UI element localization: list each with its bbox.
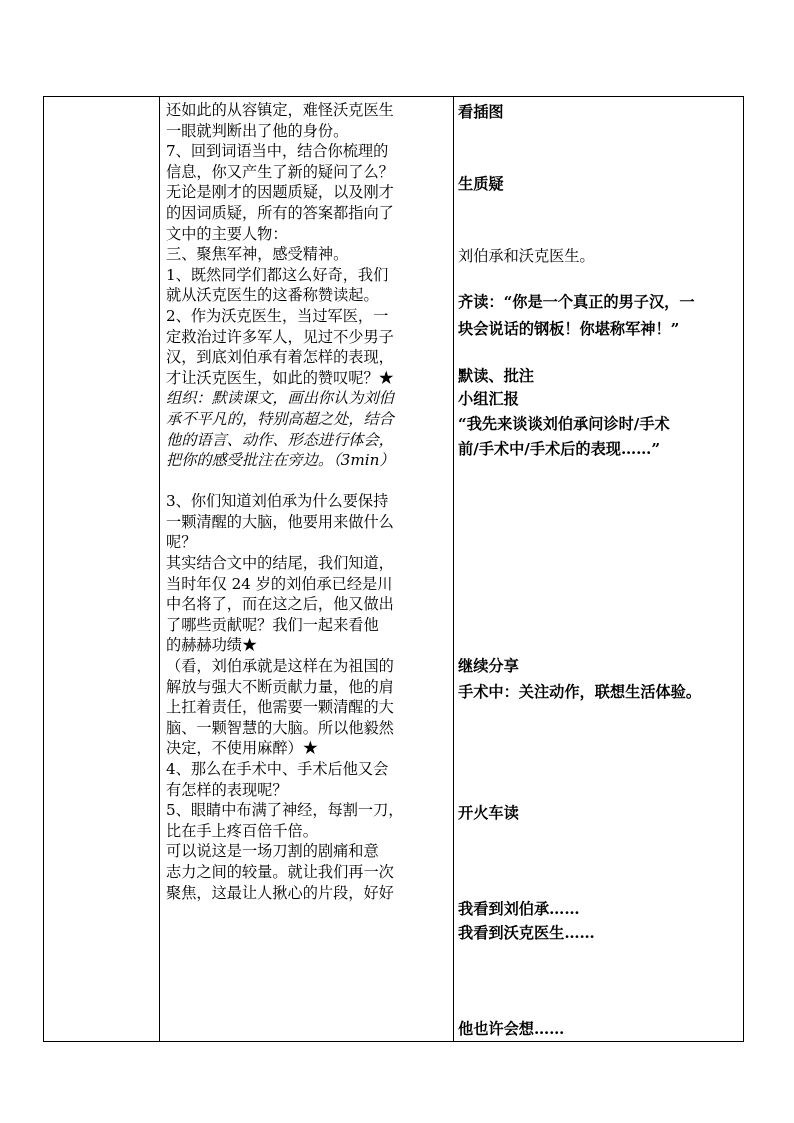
- teacher-text-line: 决定，不使用麻醉）★: [166, 739, 318, 758]
- activity-read-together-2: 块会说话的钢板！你堪称军神！”: [458, 320, 680, 338]
- teacher-text-line: 脑、一颗智慧的大脑。所以他毅然: [166, 718, 394, 737]
- activity-student-question: 生质疑: [458, 175, 504, 193]
- activity-he-might-think: 他也许会想……: [458, 1020, 565, 1038]
- teacher-text-line: 的因词质疑，所有的答案都指向了: [166, 203, 394, 222]
- teacher-text-line: [166, 471, 448, 492]
- teacher-text-line: 4、那么在手术中、手术后他又会: [166, 760, 389, 778]
- teacher-text-line: 才让沃克医生，如此的赞叹呢？★: [166, 368, 394, 387]
- teacher-text-line: 比在手上疼百倍千倍。: [166, 821, 318, 840]
- activity-see-doctor-walker: 我看到沃克医生……: [458, 924, 595, 942]
- teacher-text-line: 中名将了，而在这之后，他又做出: [166, 595, 394, 614]
- activity-share-line-1: “我先来谈谈刘伯承问诊时/手术: [458, 415, 670, 433]
- teacher-text-line: 上扛着责任，他需要一颗清醒的大: [166, 698, 394, 717]
- teacher-activity-column: [166, 100, 448, 903]
- activity-see-liu-bocheng: 我看到刘伯承……: [458, 900, 580, 918]
- teacher-text-line: 承不平凡的，特别高超之处，结合: [166, 409, 394, 428]
- teacher-text-line: 就从沃克医生的这番称赞读起。: [166, 286, 379, 305]
- teacher-text-line: 组织：默读课文，画出你认为刘伯: [166, 389, 394, 408]
- column-divider-left: [159, 97, 160, 1041]
- teacher-text-line: 还如此的从容镇定，难怪沃克医生: [166, 101, 394, 119]
- activity-read-together-1: 齐读：“你是一个真正的男子汉，一: [458, 293, 695, 311]
- activity-silent-reading: 默读、批注: [458, 367, 534, 385]
- teacher-text-line: 把你的感受批注在旁边。（3min）: [166, 451, 395, 470]
- teacher-text-line: 的赫赫功绩★: [166, 636, 258, 655]
- teacher-text-line: 2、作为沃克医生，当过军医，一: [166, 306, 389, 325]
- activity-chain-reading: 开火车读: [458, 804, 519, 822]
- column-divider-right: [453, 97, 454, 1041]
- teacher-text-line: （看，刘伯承就是这样在为祖国的: [166, 657, 394, 676]
- teacher-text-line: 1、既然同学们都这么好奇，我们: [166, 265, 389, 284]
- teacher-text-line: 一颗清醒的大脑，他要用来做什么: [166, 512, 394, 531]
- teacher-text-line: 5、眼睛中布满了神经，每割一刀，: [166, 801, 404, 820]
- teacher-text-line: 当时年仅 24 岁的刘伯承已经是川: [166, 574, 393, 593]
- teacher-text-line: 呢？: [166, 533, 197, 552]
- activity-continue-sharing: 继续分享: [458, 657, 519, 675]
- teacher-text-line: 三、聚焦军神，感受精神。: [166, 245, 349, 264]
- teacher-text-line: 有怎样的表现呢？: [166, 780, 288, 799]
- teacher-text-line: 文中的主要人物：: [166, 224, 288, 243]
- teacher-text-line: 信息，你又产生了新的疑问了么？: [166, 162, 394, 181]
- activity-share-line-2: 前/手术中/手术后的表现……”: [458, 440, 661, 458]
- teacher-text-line: 7、回到词语当中，结合你梳理的: [166, 142, 389, 161]
- teacher-text-line: 他的语言、动作、形态进行体会，: [166, 430, 394, 449]
- teacher-text-line: 志力之间的较量。就让我们再一次: [166, 862, 394, 881]
- teacher-text-line: 汉，到底刘伯承有着怎样的表现，: [166, 348, 394, 367]
- teacher-text-line: 一眼就判断出了他的身份。: [166, 121, 349, 140]
- activity-view-illustration: 看插图: [458, 103, 504, 121]
- teacher-text-line: 了哪些贡献呢？我们一起来看他: [166, 615, 379, 634]
- teacher-text-line: 其实结合文中的结尾，我们知道，: [166, 554, 394, 573]
- teacher-text-line: 可以说这是一场刀割的剧痛和意: [166, 842, 379, 861]
- teacher-text-line: 聚焦，这最让人揪心的片段，好好: [166, 883, 394, 902]
- teacher-text-line: 解放与强大不断贡献力量，他的肩: [166, 677, 394, 696]
- activity-during-surgery: 手术中：关注动作，联想生活体验。: [458, 683, 701, 701]
- teacher-text-line: 无论是刚才的因题质疑，以及刚才: [166, 183, 394, 202]
- activity-group-report: 小组汇报: [458, 390, 519, 408]
- teacher-text-line: 定救治过许多军人，见过不少男子: [166, 327, 394, 346]
- activity-main-characters: 刘伯承和沃克医生。: [458, 247, 595, 265]
- lesson-plan-table: [43, 96, 744, 1042]
- teacher-text-line: 3、你们知道刘伯承为什么要保持: [166, 492, 389, 511]
